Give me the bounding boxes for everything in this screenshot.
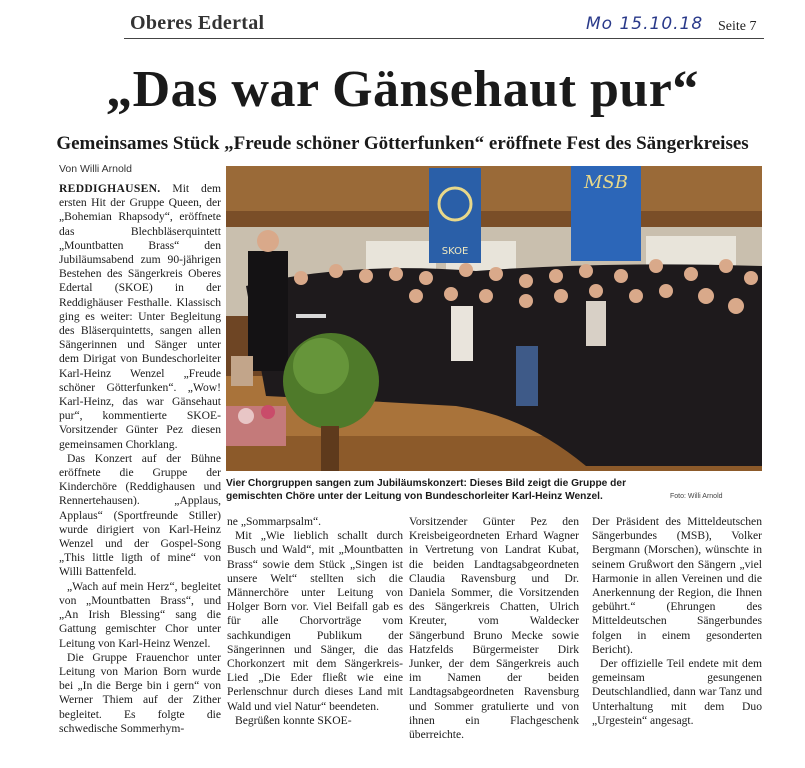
paragraph: Die Gruppe Frauenchor unter Leitung von Marion Born wurde bei „In die Berge bin i gern“ von Werner Thiem auf der Zither begleitet. Es folgte die schwedische Sommerhym- xyxy=(59,650,221,735)
article-column-4 xyxy=(592,515,762,745)
paragraph: ne „Sommarpsalm“. xyxy=(227,515,322,528)
headline: „Das war Gänsehaut pur“ xyxy=(106,61,699,118)
paragraph: „Wach auf mein Herz“, begleitet von „Mountbatten Brass“, und „An Irish Blessing“ sang die Gattung gemischter Chor unter Leitung von Karl-Heinz Wenzel. xyxy=(59,579,221,650)
article-column-2 xyxy=(227,515,403,745)
banner-right-text: MSB xyxy=(584,172,628,193)
choir-photo xyxy=(226,166,762,471)
article-column-1 xyxy=(59,182,221,735)
header-rule xyxy=(124,38,764,39)
article-column-3 xyxy=(409,515,579,745)
handwritten-date: Mo 15.10.18 xyxy=(586,14,704,34)
paragraph: Vorsitzender Günter Pez den Kreisbeigeordneten Erhard Wagner in Vertretung von Landrat Kubat, die beiden Landtagsabgeordneten Claudia Ravensburg und Dr. Daniela Sommer, die Vorsitzenden des Sängerkreis Chatten, Ulrich Kreuter, vom Waldecker Sängerbund Bruno Mecke sowie Hatzfelds Bürgermeister Dirk Junker, der dem Sängerkreis auch im Namen der beiden Landtagsabgeordneten Ravensburg und Sommer gratulierte und von ihnen ein Flachgeschenk überreichte. xyxy=(409,515,579,742)
subheadline: Gemeinsames Stück „Freude schöner Götterfunken“ eröffnete Fest des Sängerkreises xyxy=(56,133,749,154)
paragraph: Mit „Wie lieblich schallt durch Busch und Wald“, mit „Mountbatten Brass“ sowie dem Stück „Singen ist unsere Welt“ stellten sich die Männerchöre unter Leitung von Holger Born vor. Viel Beifall gab es für alle Chorvorträge vom sachkundigen Publikum der Sängerinnen und Sänger, die das Chorkonzert mit dem Sängerkreis-Lied „Die Eder fließt wie eine Perlenschnur durch dieses Land mit Wald und viel Natur“ beendeten. xyxy=(227,529,403,713)
paragraph: Der offizielle Teil endete mit dem gemeinsam gesungenen Deutschlandlied, dann war Tanz und Unterhaltung mit dem Duo „Urgestein“ angesagt. xyxy=(592,657,762,727)
paragraph: Das Konzert auf der Bühne eröffnete die Gruppe der Kinderchöre (Reddighausen und Rennertehausen). „Applaus, Applaus“ (Sportfreunde Stiller) wurde dirigiert von Karl-Heinz Wenzel und der Gospel-Song „This little ligth of mine“ von Willi Battenfeld. xyxy=(59,451,221,579)
paragraph: Der Präsident des Mitteldeutschen Sängerbundes (MSB), Volker Bergmann (Morschen), wünschte in seinem Grußwort den Sängern „viel Harmonie in allen Vereinen und die Anerkennung der Region, die Ihnen gebührt.“ (Ehrungen des Mitteldeutschen Sängerbundes folgen in einem gesonderten Bericht). xyxy=(592,515,762,656)
photo-credit: Foto: Willi Arnold xyxy=(670,493,723,500)
paragraph: Begrüßen konnte SKOE- xyxy=(235,713,352,727)
paragraph xyxy=(59,182,221,452)
paragraph-text: Mit dem ersten Hit der Gruppe Queen, der „Bohemian Rhapsody“, eröffnete das Blechbläserquintett „Mountbatten Brass“ den Jubiläumsabend zum 90-jährigen Bestehen des Sängerkreis Oberes Edertal (SKOE) in der Reddighäuser Festhalle. Klassisch ging es weiter: Unter Begleitung des Bläserquintetts, sangen allen Sängerinnen und Sänger unter dem Dirigat von Bundeschorleiter Karl-Heinz Wenzel „Freude schöner Götterfunken“. „Wow! Karl-Heinz, das war Gänsehaut pur“, kommentierte SKOE-Vorsitzender Günter Pez diesen gemeinsamen Chorklang. xyxy=(59,182,221,451)
page-number: Seite 7 xyxy=(718,19,757,34)
banner-left-text: SKOE xyxy=(441,246,469,257)
photo-caption: Vier Chorgruppen sangen zum Jubiläumskonzert: Dieses Bild zeigt die Gruppe der gemischten Chöre unter der Leitung von Bundeschorleiter Karl-Heinz Wenzel. xyxy=(226,478,627,502)
dateline: REDDIGHAUSEN. xyxy=(59,182,161,195)
byline: Von Willi Arnold xyxy=(59,163,132,175)
section-title: Oberes Edertal xyxy=(130,12,265,34)
